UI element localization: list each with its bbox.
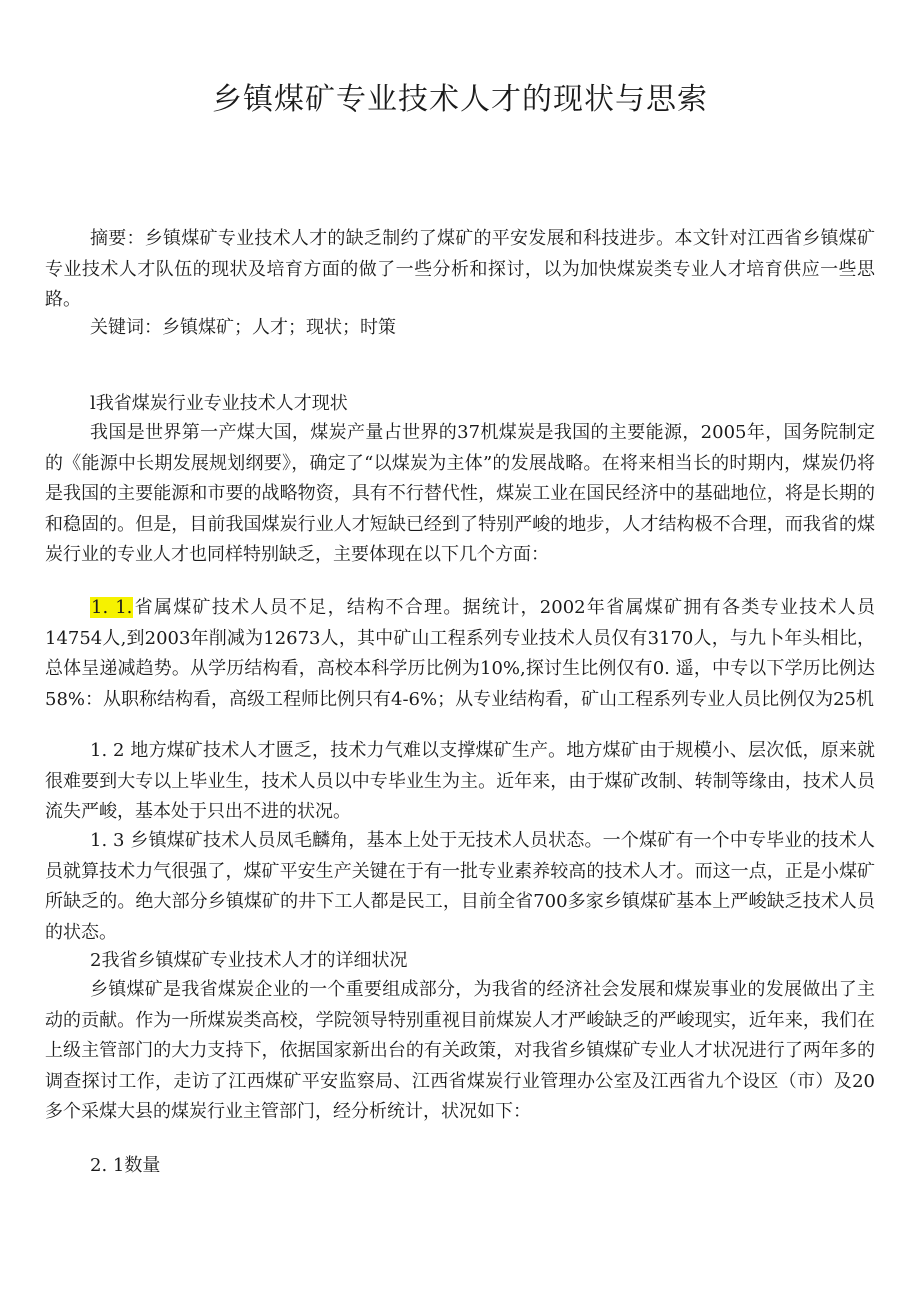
item-1-2-paragraph: 1. 2 地方煤矿技术人才匮乏，技术力气难以支撑煤矿生产。地方煤矿由于规模小、层次低，原来就很难要到大专以上毕业生，技术人员以中专毕业生为主。近年来，由于煤矿改制、转制等缘由，技术人员流失严峻，基本处于只出不进的状况。 xyxy=(45,740,875,822)
item-2-1-heading: 2. 1数量 xyxy=(90,1155,161,1176)
item-1-1-number-highlight: 1. 1. xyxy=(91,597,133,618)
item-1-3-paragraph: 1. 3 乡镇煤矿技术人员凤毛麟角，基本上处于无技术人员状态。一个煤矿有一个中专毕业的技术人员就算技术力气很强了，煤矿平安生产关键在于有一批专业素养较高的技术人才。而这一点，正是小煤矿所缺乏的。绝大部分乡镇煤矿的井下工人都是民工，目前全省700多家乡镇煤矿基本上严峻缺乏技术人员的状态。 xyxy=(45,830,875,943)
section-2-heading: 2我省乡镇煤矿专业技术人才的详细状况 xyxy=(90,950,408,971)
section-2-paragraph: 乡镇煤矿是我省煤炭企业的一个重要组成部分，为我省的经济社会发展和煤炭事业的发展做出了主动的贡献。作为一所煤炭类高校，学院领导特别重视目前煤炭人才严峻缺乏的严峻现实，近年来，我们在上级主管部门的大力支持下，依据国家新出台的有关政策，对我省乡镇煤矿专业人才状况进行了两年多的调查探讨工作，走访了江西煤矿平安监察局、江西省煤炭行业管理办公室及江西省九个设区（市）及20多个采煤大县的煤炭行业主管部门，经分析统计，状况如下： xyxy=(45,979,875,1122)
document-title: 乡镇煤矿专业技术人才的现状与思索 xyxy=(212,82,708,117)
keywords-paragraph: 关键词：乡镇煤矿；人才；现状；时策 xyxy=(90,317,396,338)
item-1-1-paragraph xyxy=(45,593,875,715)
item-1-1-text: 省属煤矿技术人员不足，结构不合理。据统计，2002年省属煤矿拥有各类专业技术人员14754人,到2003年削减为12673人，其中矿山工程系列专业技术人员仅有3170人，与九卜年头相比，总体呈递减趋势。从学历结构看，高校本科学历比例为10%,探讨生比例仅有0. 遥，中专以下学历比例达58%：从职称结构看，高级工程师比例只有4-6%；从专业结构看，矿山工程系列专业人员比例仅为25机 xyxy=(45,597,875,710)
section-1-paragraph: 我国是世界第一产煤大国，煤炭产量占世界的37机煤炭是我国的主要能源，2005年，国务院制定的《能源中长期发展规划纲要》，确定了“以煤炭为主体”的发展战略。在将来相当长的时期内，煤炭仍将是我国的主要能源和市要的战略物资，具有不行替代性，煤炭工业在国民经济中的基础地位，将是长期的和稳固的。但是，目前我国煤炭行业人才短缺已经到了特别严峻的地步，人才结构极不合理，而我省的煤炭行业的专业人才也同样特别缺乏，主要体现在以下几个方面： xyxy=(45,422,875,565)
section-1-heading: l我省煤炭行业专业技术人才现状 xyxy=(90,393,348,414)
abstract-paragraph: 摘要：乡镇煤矿专业技术人才的缺乏制约了煤矿的平安发展和科技进步。本文针对江西省乡镇煤矿专业技术人才队伍的现状及培育方面的做了一些分析和探讨，以为加快煤炭类专业人才培育供应一些思路。 xyxy=(45,228,875,310)
